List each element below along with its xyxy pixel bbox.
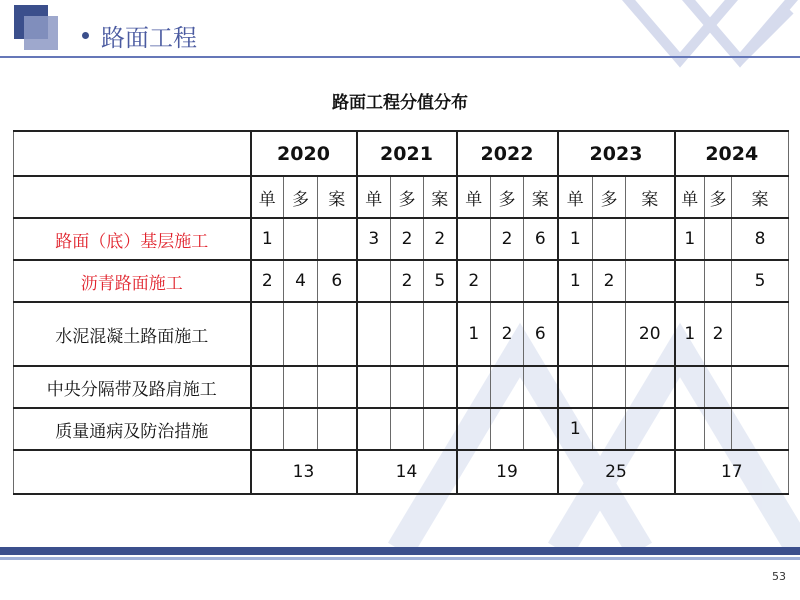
score-cell: 5: [732, 260, 789, 302]
kind-header: 案: [626, 176, 675, 218]
kind-header: 案: [524, 176, 558, 218]
score-cell: [675, 260, 705, 302]
score-cell: [732, 408, 789, 450]
score-cell: 1: [675, 302, 705, 366]
table-row: [14, 218, 789, 260]
kind-header: 单: [558, 176, 593, 218]
year-header: 2022: [457, 131, 558, 176]
score-cell: [357, 302, 391, 366]
kind-header: 多: [705, 176, 732, 218]
score-table: [13, 130, 789, 495]
score-cell: 8: [732, 218, 789, 260]
year-total: 25: [558, 450, 675, 494]
kind-header: 单: [357, 176, 391, 218]
score-cell: 2: [705, 302, 732, 366]
score-cell: [675, 408, 705, 450]
header-divider: [0, 56, 800, 58]
score-cell: 2: [457, 260, 491, 302]
row-label: 质量通病及防治措施: [14, 408, 251, 450]
score-cell: [284, 218, 318, 260]
score-cell: 1: [558, 408, 593, 450]
score-cell: [524, 408, 558, 450]
score-cell: [424, 408, 457, 450]
score-cell: [284, 366, 318, 408]
score-cell: [705, 218, 732, 260]
score-cell: 3: [357, 218, 391, 260]
table-row: [14, 366, 789, 408]
score-cell: 5: [424, 260, 457, 302]
row-label: 路面（底）基层施工: [14, 218, 251, 260]
score-cell: 6: [318, 260, 357, 302]
score-cell: [457, 218, 491, 260]
score-cell: [318, 302, 357, 366]
year-total: 13: [251, 450, 357, 494]
score-cell: [391, 366, 424, 408]
score-cell: [705, 260, 732, 302]
score-cell: [318, 408, 357, 450]
score-cell: [558, 302, 593, 366]
score-cell: [626, 260, 675, 302]
score-cell: 1: [558, 260, 593, 302]
score-cell: [675, 366, 705, 408]
row-label: 中央分隔带及路肩施工: [14, 366, 251, 408]
year-total: 14: [357, 450, 457, 494]
totals-row: [14, 450, 789, 494]
score-cell: 6: [524, 302, 558, 366]
year-header: 2020: [251, 131, 357, 176]
kind-header: 案: [732, 176, 789, 218]
score-cell: [732, 302, 789, 366]
score-cell: [424, 366, 457, 408]
kind-header: 单: [457, 176, 491, 218]
row-label: 沥青路面施工: [14, 260, 251, 302]
row-label: 水泥混凝土路面施工: [14, 302, 251, 366]
kind-header: 多: [491, 176, 524, 218]
table-row: [14, 408, 789, 450]
score-cell: 1: [675, 218, 705, 260]
year-total: 17: [675, 450, 789, 494]
kind-header: 单: [675, 176, 705, 218]
table-title: 路面工程分值分布: [332, 93, 468, 113]
year-header: 2023: [558, 131, 675, 176]
score-cell: [251, 302, 284, 366]
score-cell: [357, 260, 391, 302]
score-cell: [491, 408, 524, 450]
score-cell: [593, 302, 626, 366]
score-cell: [593, 218, 626, 260]
score-cell: [457, 408, 491, 450]
score-cell: [524, 260, 558, 302]
score-cell: [524, 366, 558, 408]
score-cell: [626, 366, 675, 408]
kind-header-row: [14, 176, 789, 218]
score-cell: [626, 218, 675, 260]
kind-header: 案: [318, 176, 357, 218]
score-cell: [593, 408, 626, 450]
score-cell: 2: [391, 218, 424, 260]
year-header-row: [14, 131, 789, 176]
score-cell: 6: [524, 218, 558, 260]
score-cell: 2: [391, 260, 424, 302]
score-cell: 2: [251, 260, 284, 302]
score-cell: [732, 366, 789, 408]
score-cell: [391, 302, 424, 366]
slide-title: 路面工程: [101, 24, 197, 52]
score-cell: [424, 302, 457, 366]
page-number: 53: [772, 570, 786, 583]
score-cell: 2: [491, 302, 524, 366]
score-cell: [593, 366, 626, 408]
kind-header: 多: [391, 176, 424, 218]
score-cell: 1: [558, 218, 593, 260]
table-row: [14, 260, 789, 302]
score-cell: [705, 408, 732, 450]
score-cell: 20: [626, 302, 675, 366]
score-cell: 1: [457, 302, 491, 366]
corner-cell: [14, 131, 251, 176]
score-cell: [251, 366, 284, 408]
year-total: 19: [457, 450, 558, 494]
table-row: [14, 302, 789, 366]
score-cell: 2: [491, 218, 524, 260]
corner-cell: [14, 176, 251, 218]
score-cell: [284, 408, 318, 450]
score-cell: [626, 408, 675, 450]
score-cell: [284, 302, 318, 366]
score-cell: [558, 366, 593, 408]
score-cell: 2: [593, 260, 626, 302]
score-cell: [391, 408, 424, 450]
kind-header: 单: [251, 176, 284, 218]
score-cell: [318, 218, 357, 260]
slide-header: [82, 18, 197, 53]
score-cell: [491, 260, 524, 302]
score-cell: [491, 366, 524, 408]
kind-header: 多: [284, 176, 318, 218]
bullet-icon: [82, 32, 89, 39]
kind-header: 案: [424, 176, 457, 218]
kind-header: 多: [593, 176, 626, 218]
totals-label-cell: [14, 450, 251, 494]
footer-bar: [0, 547, 800, 555]
score-cell: 4: [284, 260, 318, 302]
score-cell: [357, 366, 391, 408]
score-cell: [705, 366, 732, 408]
score-cell: [318, 366, 357, 408]
score-cell: 2: [424, 218, 457, 260]
score-cell: [251, 408, 284, 450]
corner-pattern-icon: [600, 0, 800, 70]
logo-square-light: [24, 16, 58, 50]
score-cell: [457, 366, 491, 408]
score-cell: [357, 408, 391, 450]
year-header: 2024: [675, 131, 789, 176]
footer-bar-light: [0, 557, 800, 560]
score-cell: 1: [251, 218, 284, 260]
year-header: 2021: [357, 131, 457, 176]
